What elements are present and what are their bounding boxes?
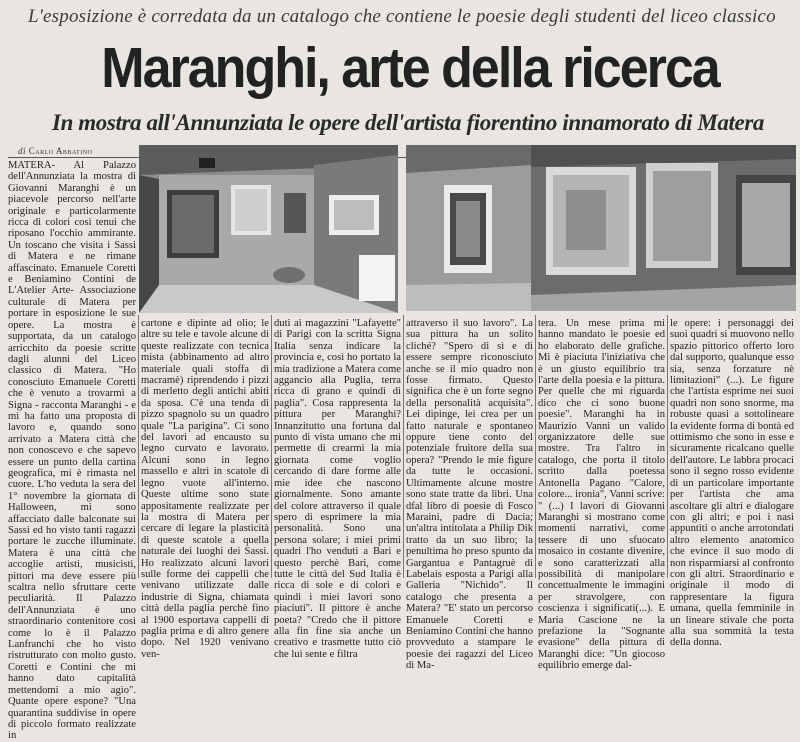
kicker: L'esposizione è corredata da un catalogo che contiene le poesie degli studenti del liceo classico: [28, 6, 776, 27]
photo-left-svg: [139, 145, 398, 313]
byline-author: Carlo Abbatino: [28, 146, 93, 156]
headline: Maranghi, arte della ricerca: [101, 37, 719, 100]
column-divider: [535, 315, 536, 578]
byline-prefix: di: [18, 146, 27, 156]
column-divider: [667, 315, 668, 578]
exhibition-hall-photo-right: [406, 145, 796, 311]
exhibition-hall-photo-left: [139, 145, 398, 313]
article-column-4: attraverso il suo lavoro". La sua pittura ha un solito cliché? "Spero di sì e di essere sempre riconosciuto anche se il mio quadro non fosse firmato. Questo significa che è un forte segno della personalità acquisita". Lei dipinge, lei crea per un fatto naturale e spontaneo oppure tiene conto del potenziale fruitore della sua opera? "Prendo le mie figure da tutte le occasioni. Ultimamente alcune mostre sono state tratte da libri. Una dfal libro di poesie di Fosco Maraini, padre di Dacia; un'altra intitolata a Philip Dik tratto da un suo libro; la penultima ho preso spunto da Gargantua e Pantagruè di Labelais esposta a Parigi alla Galleria "Nichido". Il catalogo che presenta a Matera? "E' stato un percorso Emanuele Coretti e Beniamino Contini che hanno provveduto a stampare le poesie dei ragazzi del Liceo di Ma-: [406, 318, 533, 672]
photo-right-svg: [406, 145, 796, 311]
article-column-3: duti ai magazzini "Lafayette" di Parigi con la scritta Signa Italia senza indicare la provincia e, così ho portato la mia tradizione a Matera come aggancio alla Puglia, terra ricca di grano e quindi di paglia". Cosa rappresenta la pittura per Maranghi? Innanzitutto una fortuna dal punto di vista umano che mi permette di crearmi la mia giornata come voglio cercando di dare forme alle mie idee che nascono giornalmente. Sono amante del colore attraverso il quale spero di esprimere la mia personalità. Sono una persona solare; i miei primi quadri l'ho venduti a Bari e questo perchè Bari, come tutte le città del Sud Italia è ricca di sole e di colori e quindi i miei lavori sono piaciuti". Il pittore è anche poeta? "Credo che il pittore alla fin fine sia anche un creativo e trasmette tutto ciò che lui sente e filtra: [274, 318, 401, 660]
subheadline: In mostra all'Annunziata le opere dell'artista fiorentino innamorato di Matera: [52, 110, 764, 135]
byline: [18, 146, 92, 156]
column-divider: [271, 315, 272, 578]
column-divider: [138, 315, 139, 578]
article-column-2: cartone e dipinte ad olio; le altre su tele e tavole alcune di queste realizzate con tecnica mista (abbinamento ad altro materiale quali stoffa di macramè) riprendendo i pizzi di merletto degli antichi abiti da sposa. C'è una tenda di pizzo spagnolo su un quadro quale "La parigina". Ci sono del lavori ad encausto su legno curvato e lavorato. Alcuni sono in legno massello e altri in scatole di legno vuote all'interno. Queste ultime sono state appositamente realizzate per la mostra di Matera per cercare di legare la plasticità di queste scatole a quella naturale dei luoghi dei Sassi. Ho realizzato alcuni lavori sulle forme dei cappelli che venivano utilizzate dalle industrie di Signa, chiamata città della paglia perchè fino al 1900 esportava cappelli di paglia prima e di altro genere dopo. Nel 1920 venivano ven-: [141, 318, 269, 660]
article-column-1: MATERA- Al Palazzo dell'Annunziata la mostra di Giovanni Maranghi è un piacevole percorso nell'arte originale e particolarmente ricca di colori così tenui che riposano l'occhio ammirante. Un toscano che visita i Sassi di Matera e ne rimane affascinato. Emanuele Coretti e Beniamino Contini de L'Atelier Arte- Associazione culturale di Matera per portare in esposizione le sue opere. La mostra è supportata, da un catalogo arricchito da poesie scritte dagli alunni del Liceo classico di Matera. "Ho conosciuto Emanuele Coretti che è venuto a trovarmi a Signa - racconta Maranghi - e mi ha fatto una proposta di lavoro e, quando sono arrivato a Matera città che non conoscevo e che sapevo essere un punto della cartina geografica, mi è rimasta nel cuore. L'ho veduta la sera del 1° novembre la giornata di Halloween, mi sono affacciato dalle balconate sui Sassi ed ho visto tanti ragazzi portare le zucche illuminate. Matera è una città che accoglie artisti, musicisti, pittori ma deve essere più scaltra nello sfruttare certe peculiarità. Il Palazzo dell'Annunziata è uno straordinario contenitore così come lo è il Palazzo Lanfranchi che ho visto ristrutturato con molto gusto. Coretti e Contini che mi hanno dato capitalità mettendomi a mio agio". Quante opere espone? "Una quarantina suddivise in opere di piccolo formato realizzate in: [8, 160, 136, 742]
article-column-5: tera. Un mese prima mi hanno mandato le poesie ed ho elaborato delle grafiche. Mi è piaciuta l'iniziativa che è un giusto equilibrio tra l'arte della poesia e la pittura. Per quelle che mi riguarda dico che ci sono buone poesie". Maranghi ha in Maurizio Vanni un valido organizzatore delle sue mostre. Tra l'altro in catalogo, che porta il titolo scritto dalla poetessa Antonella Pagano "Calore, colore... ironia", Vanni scrive: " (...) I lavori di Giovanni Maranghi si mostrano come momenti narrativi, come tessere di uno sfuocato mosaico in costante divenire, e sono caratterizzati alla possibilità di manipolare concettualmente le immagini per stravolgere, con coscienza i significati(...). E Maria Cascione ne la prefazione la "Sognante evasione" della pittura di Maranghi dice: "Un giocoso equilibrio emerge dal-: [538, 318, 665, 672]
article-column-6: le opere: i personaggi dei suoi quadri si muovono nello spazio pittorico offerto loro dal supporto, qualunque esso sia, senza forzature nè limitazioni" (...). Le figure che l'artista esprime nei suoi quadri non sono snorme, ma robuste quasi a sottolineare la evidente forma di bontà ed ottimismo che sono in esse e sicuramente ricalcano quelle dell'autore. Le labbra procaci sono il segno rosso evidente di un particolare importante per l'artista che ama ascoltare gli altri e dialogare con gli altri; e poi i nasi appuntiti o anche arrotondati altro elemento anatomico che evince il suo modo di non risparmiarsi al confronto con gli altri. Straordinario e originale il modo di rappresentare la figura umana, quella femminile in un lineare stivale che porta alla sua sommità la testa della donna.: [670, 318, 794, 649]
column-divider: [403, 315, 404, 578]
